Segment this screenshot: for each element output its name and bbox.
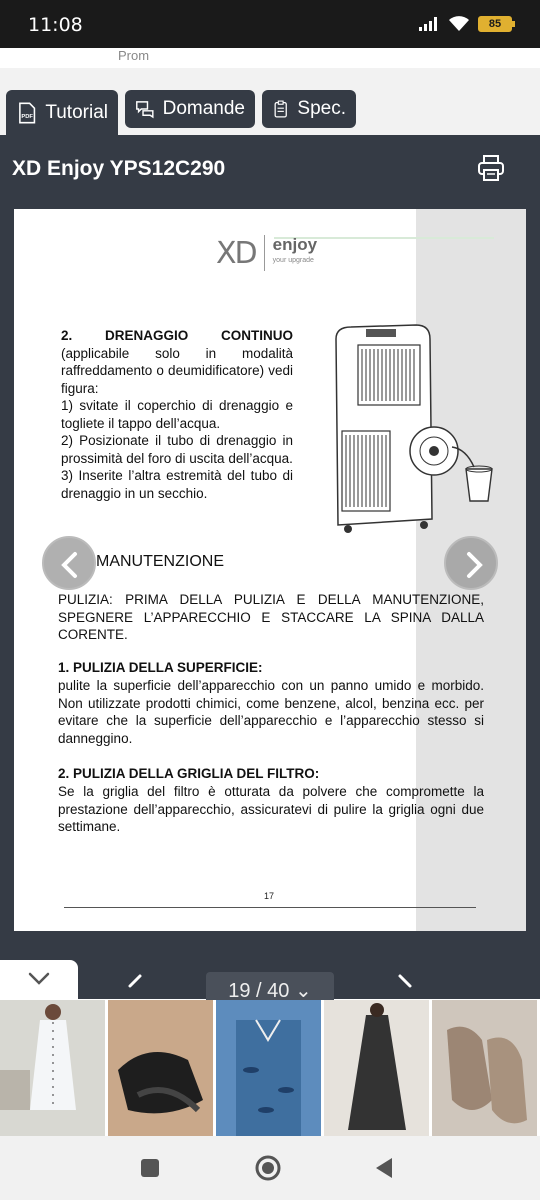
tab-domande-label: Domande (162, 98, 245, 119)
collapse-ads-button[interactable] (0, 960, 78, 1000)
wifi-icon (448, 15, 470, 32)
maintenance-title: MANUTENZIONE (96, 553, 224, 570)
drainage-section (61, 327, 293, 502)
logo-brand (273, 237, 317, 269)
chevron-left-icon (56, 550, 86, 580)
tab-bar (0, 68, 540, 135)
tab-domande[interactable] (125, 90, 255, 128)
previous-page-button[interactable] (42, 536, 96, 590)
chevron-right-icon (458, 550, 488, 580)
pdf-viewer[interactable] (0, 207, 540, 935)
drainage-title: 2. DRENAGGIO CONTINUO (61, 328, 293, 343)
drainage-step-3: 3) Inserite l’altra estremità del tubo di drenaggio in un secchio. (61, 468, 293, 501)
logo-separator (264, 235, 265, 271)
ad-knit-slipper-boots[interactable] (432, 1000, 537, 1136)
drainage-intro: (applicabile solo in modalità raffreddamento o deumidificatore) vedi figura: (61, 345, 293, 396)
cleaning-warning: PULIZIA: PRIMA DELLA PULIZIA E DELLA MANUTENZIONE, SPEGNERE L’APPARECCHIO E STACCARE LA SPINA DALLA CORENTE. (58, 592, 484, 642)
tab-tutorial-label: Tutorial (45, 101, 108, 123)
back-icon[interactable] (374, 1157, 394, 1179)
chat-icon (135, 98, 155, 120)
pager-next-icon[interactable] (394, 973, 416, 999)
home-icon[interactable] (255, 1155, 281, 1181)
next-page-button[interactable] (444, 536, 498, 590)
ad-black-knit-sandals[interactable] (108, 1000, 213, 1136)
battery-icon: 85 (478, 16, 512, 32)
sandals-image (108, 1000, 213, 1136)
signal-icon (418, 16, 440, 32)
pdf-icon (16, 102, 37, 124)
product-ads-strip (0, 1000, 540, 1136)
top-strip (0, 48, 540, 68)
drainage-step-2: 2) Posizionate il tubo di drenaggio in prossimità del foro di uscita dell’acqua. (61, 433, 293, 466)
recents-icon[interactable] (140, 1158, 160, 1178)
printer-icon[interactable] (476, 153, 506, 183)
svg-text:PDF: PDF (21, 113, 33, 120)
document-header (0, 135, 540, 207)
maxi-dress-image (324, 1000, 429, 1136)
status-icons (418, 15, 512, 32)
top-strip-text: Prom (118, 48, 150, 63)
surface-cleaning-text: pulite la superficie dell’apparecchio con un panno umido e morbido. Non utilizzate prodotti chimici, come benzene, alcol, benzina ecc. per evitare che la superficie dell’apparecchio e l’apparecchio stesso si danneggino. (58, 678, 484, 746)
ad-black-maxi-dress[interactable] (324, 1000, 429, 1136)
system-nav-bar (0, 1136, 540, 1200)
pager-prev-icon[interactable] (124, 973, 146, 999)
page-selector[interactable]: 19 / 40 ⌄ (206, 972, 334, 1000)
filter-cleaning-title: 2. PULIZIA DELLA GRIGLIA DEL FILTRO: (58, 766, 320, 781)
ad-white-shirt-dress[interactable] (0, 1000, 105, 1136)
status-bar (0, 0, 540, 48)
clipboard-icon (272, 98, 289, 120)
tab-spec-label: Spec. (297, 98, 346, 119)
tab-spec[interactable] (262, 90, 356, 128)
drainage-step-1: 1) svitate il coperchio di drenaggio e togliete il tappo dell’acqua. (61, 398, 293, 431)
boots-image (432, 1000, 537, 1136)
footer-rule (64, 907, 476, 908)
page-number: 17 (264, 891, 275, 901)
scrubs-image (216, 1000, 321, 1136)
surface-cleaning-title: 1. PULIZIA DELLA SUPERFICIE: (58, 660, 263, 675)
logo-brand-text: enjoy (272, 235, 318, 254)
air-conditioner-illustration (306, 319, 496, 539)
document-title: XD Enjoy YPS12C290 (12, 157, 226, 180)
logo-tagline: your upgrade (272, 257, 314, 264)
brand-logo (216, 235, 317, 271)
logo-mark: XD (216, 235, 256, 271)
chevron-down-icon (28, 972, 50, 986)
tab-tutorial[interactable] (6, 90, 118, 135)
status-time: 11:08 (28, 14, 83, 36)
dress-image (0, 1000, 105, 1136)
filter-cleaning-text: Se la griglia del filtro è otturata da polvere che compromette la prestazione dell’apparecchio, assicuratevi di pulire la griglia ogni due settimane. (58, 784, 484, 834)
ad-blue-leaf-scrubs[interactable] (216, 1000, 321, 1136)
